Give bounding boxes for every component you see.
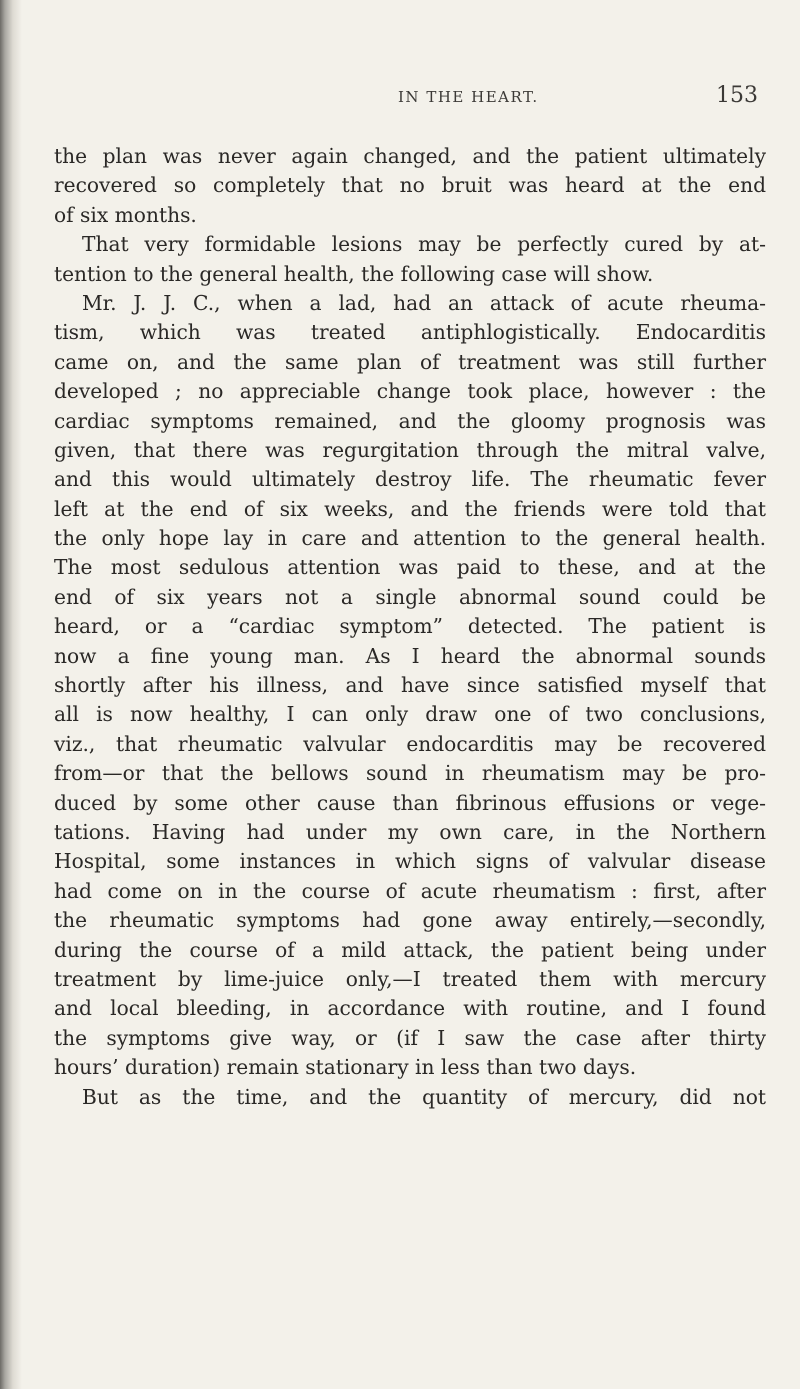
text-line: viz., that rheumatic valvular endocarditis may be recovered — [54, 731, 766, 756]
text-line: recovered so completely that no bruit was heard at the end — [54, 173, 766, 198]
text-line: the rheumatic symptoms had gone away entirely,—secondly, — [54, 908, 766, 933]
text-line: treatment by lime-juice only,—I treated them with mercury — [54, 966, 766, 991]
text-line: from—or that the bellows sound in rheumatism may be pro- — [54, 761, 766, 786]
text-line: tism, which was treated antiphlogistically. Endocarditis — [54, 320, 766, 345]
book-spine-shadow — [0, 0, 22, 1389]
text-line: developed ; no appreciable change took place, however : the — [54, 379, 766, 404]
text-line: That very formidable lesions may be perfectly cured by at- — [82, 232, 766, 257]
text-line: duced by some other cause than fibrinous effusions or vege- — [54, 790, 766, 815]
text-line: given, that there was regurgitation through the mitral valve, — [54, 437, 766, 462]
text-line: cardiac symptoms remained, and the gloomy prognosis was — [54, 408, 766, 433]
text-line: all is now healthy, I can only draw one of two conclusions, — [54, 702, 766, 727]
text-line: had come on in the course of acute rheumatism : first, after — [54, 878, 766, 903]
text-line: Hospital, some instances in which signs of valvular disease — [54, 849, 766, 874]
text-line: end of six years not a single abnormal sound could be — [54, 584, 766, 609]
body-text — [54, 142, 766, 1112]
text-line: and local bleeding, in accordance with routine, and I found — [54, 996, 766, 1021]
text-line: tations. Having had under my own care, in the Northern — [54, 819, 766, 844]
text-line: Mr. J. J. C., when a lad, had an attack of acute rheuma- — [82, 290, 766, 315]
text-line: tention to the general health, the following case will show. — [54, 261, 654, 286]
text-line: the symptoms give way, or (if I saw the case after thirty — [54, 1025, 766, 1050]
text-line: of six months. — [54, 202, 197, 227]
text-line: But as the time, and the quantity of mercury, did not — [82, 1084, 766, 1109]
text-line: heard, or a “cardiac symptom” detected. The patient is — [54, 614, 766, 639]
text-line: the plan was never again changed, and the patient ultimately — [54, 144, 766, 168]
text-line: the only hope lay in care and attention to the general health. — [54, 526, 766, 551]
text-line: shortly after his illness, and have since satisfied myself that — [54, 673, 766, 698]
text-line: during the course of a mild attack, the patient being under — [54, 937, 766, 962]
running-head: IN THE HEART. — [398, 88, 539, 106]
text-line: and this would ultimately destroy life. The rheumatic fever — [54, 467, 766, 492]
text-line: came on, and the same plan of treatment was still further — [54, 349, 766, 374]
text-line: now a fine young man. As I heard the abnormal sounds — [54, 643, 766, 668]
text-line: The most sedulous attention was paid to these, and at the — [54, 555, 766, 580]
page-number: 153 — [716, 83, 758, 108]
text-line: left at the end of six weeks, and the friends were told that — [54, 496, 766, 521]
text-line: hours’ duration) remain stationary in less than two days. — [54, 1055, 637, 1080]
